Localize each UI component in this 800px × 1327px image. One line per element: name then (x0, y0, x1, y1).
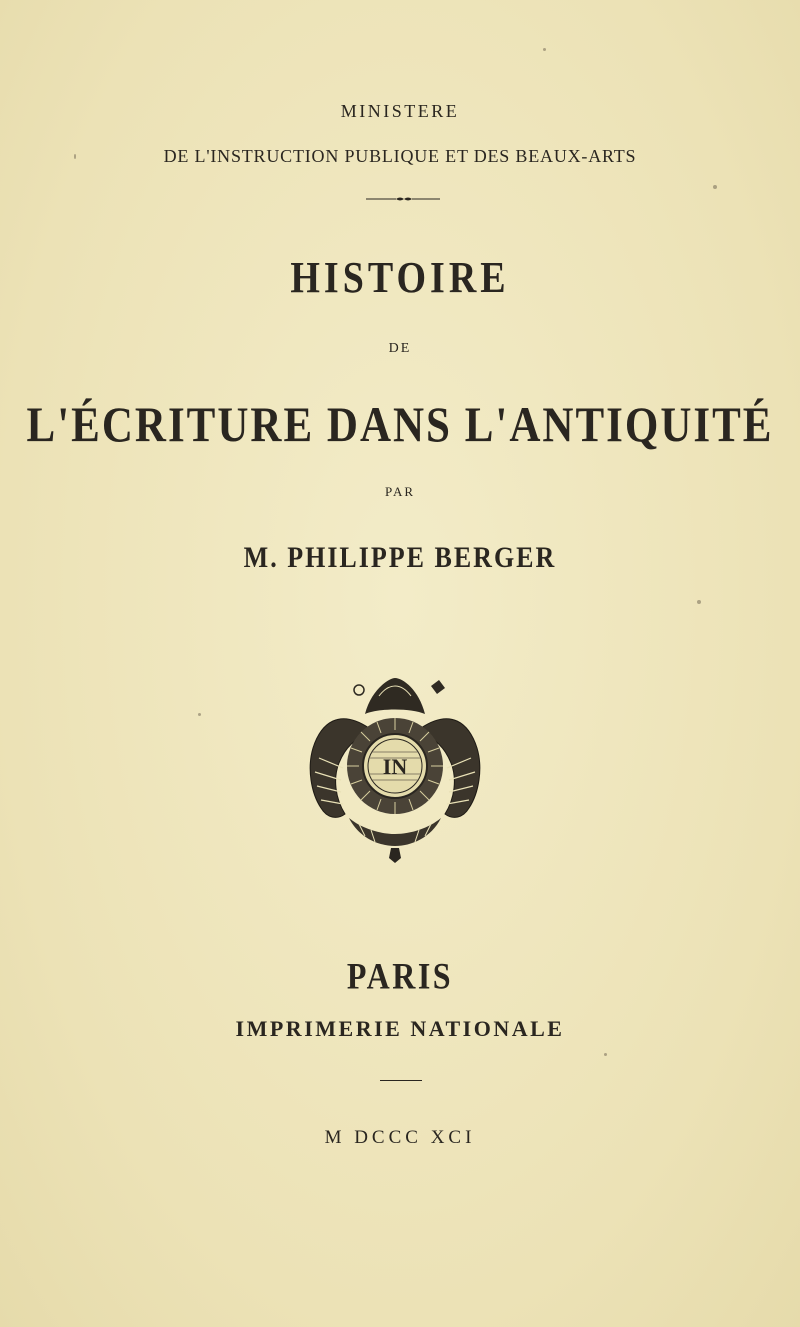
imprint-year: M DCCC XCI (324, 1127, 476, 1148)
paper-speck (697, 600, 701, 604)
imprint-city: PARIS (346, 955, 454, 997)
emblem-letters: IN (382, 754, 408, 779)
divider (380, 1080, 422, 1081)
imprint-printer: IMPRIMERIE NATIONALE (235, 1016, 565, 1041)
title-connector: DE (388, 341, 412, 356)
paper-speck (713, 185, 717, 189)
paper-speck (74, 154, 76, 159)
paper-speck (604, 1053, 607, 1056)
ministry-subheading: DE L'INSTRUCTION PUBLIQUE ET DES BEAUX-ARTS (163, 146, 637, 166)
ministry-heading: MINISTERE (340, 101, 460, 121)
paper-speck (543, 48, 546, 51)
book-subtitle: L'ÉCRITURE DANS L'ANTIQUITÉ (26, 398, 774, 453)
book-title: HISTOIRE (290, 253, 510, 303)
author-prefix: PAR (384, 484, 416, 499)
paper-speck (198, 713, 201, 716)
ornament-rule (366, 196, 440, 202)
imprimerie-nationale-emblem (299, 668, 491, 864)
author-name: M. PHILIPPE BERGER (243, 541, 557, 574)
